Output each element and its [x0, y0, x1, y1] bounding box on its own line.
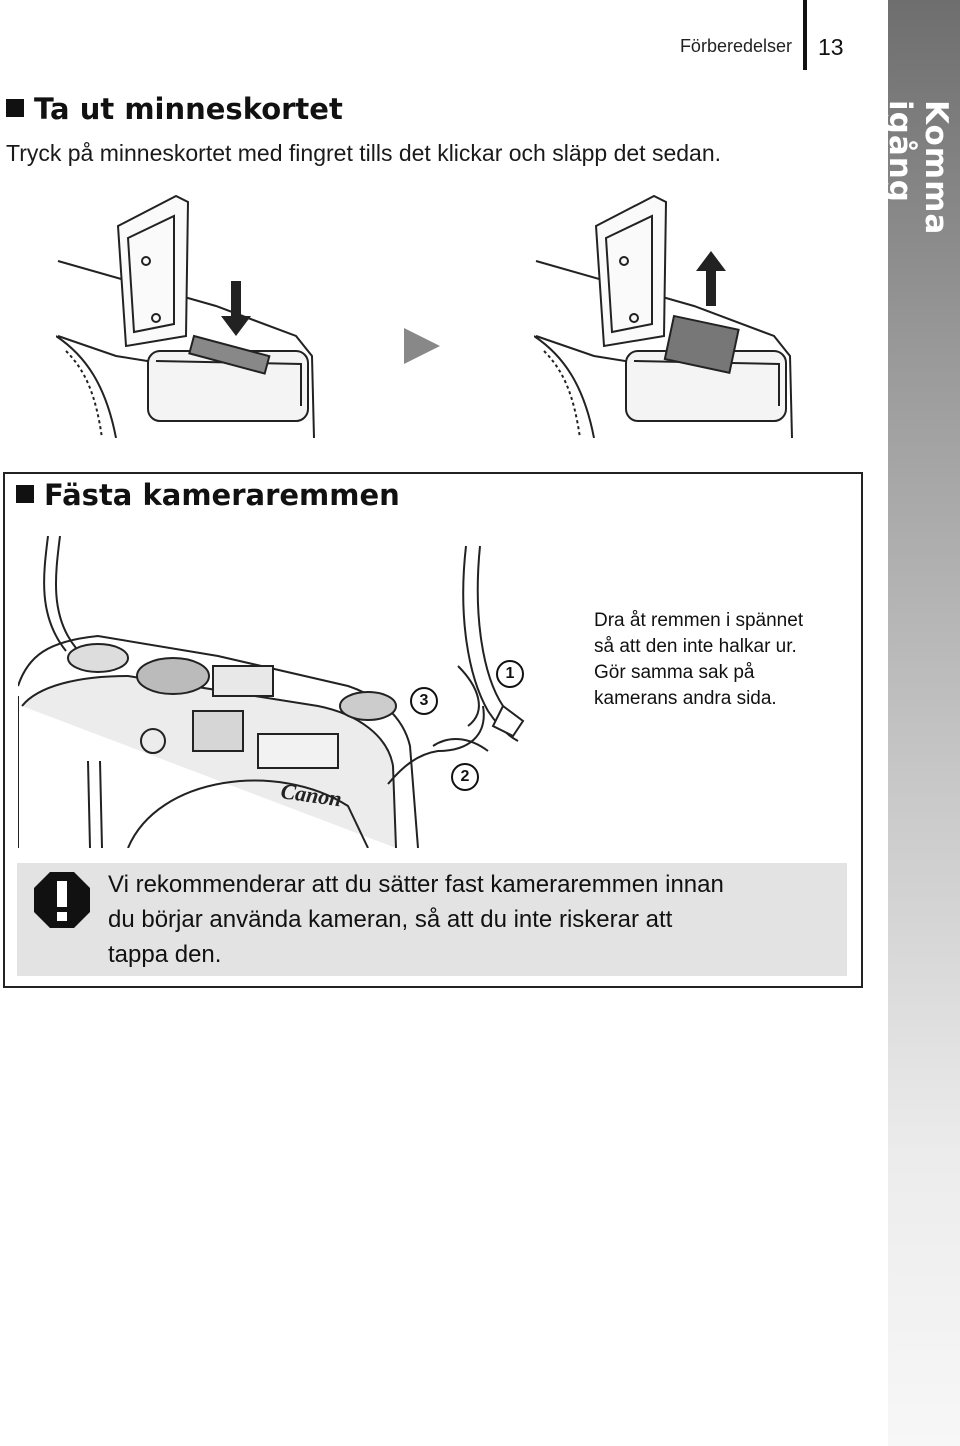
step-number-3: 3	[410, 687, 438, 715]
section2-title-text: Fästa kameraremmen	[44, 478, 400, 512]
section-title-remove-card	[6, 92, 343, 126]
header-divider	[803, 0, 807, 70]
strap-caption	[594, 608, 854, 712]
camera-strap-illustration	[18, 536, 538, 848]
caption-line: Dra åt remmen i spännet	[594, 610, 804, 631]
bullet-square-icon	[16, 485, 34, 503]
note-line: du börjar använda kameran, så att du inte riskerar att	[108, 906, 673, 933]
camera-brand-text: Canon	[279, 778, 344, 812]
caption-line: kamerans andra sida.	[594, 688, 777, 709]
page-number: 13	[818, 34, 844, 60]
section-title-attach-strap	[16, 478, 400, 512]
caution-note-text	[108, 867, 838, 972]
bullet-square-icon	[6, 99, 24, 117]
caution-icon	[32, 870, 92, 930]
caption-line: så att den inte halkar ur.	[594, 636, 797, 657]
note-line: Vi rekommenderar att du sätter fast kameraremmen innan	[108, 871, 724, 898]
section1-title-text: Ta ut minneskortet	[34, 92, 343, 126]
camera-card-push-illustration	[56, 186, 318, 438]
note-line: tappa den.	[108, 941, 222, 968]
section-header: Förberedelser	[679, 36, 792, 56]
caption-line: Gör samma sak på	[594, 662, 755, 683]
next-step-arrow-icon	[402, 326, 442, 366]
step-number-1: 1	[496, 660, 524, 688]
side-tab-label: Komma igång	[882, 100, 954, 236]
camera-card-eject-illustration	[534, 186, 796, 438]
step-number-2: 2	[451, 763, 479, 791]
remove-card-instruction: Tryck på minneskortet med fingret tills det klickar och släpp det sedan.	[6, 140, 722, 166]
